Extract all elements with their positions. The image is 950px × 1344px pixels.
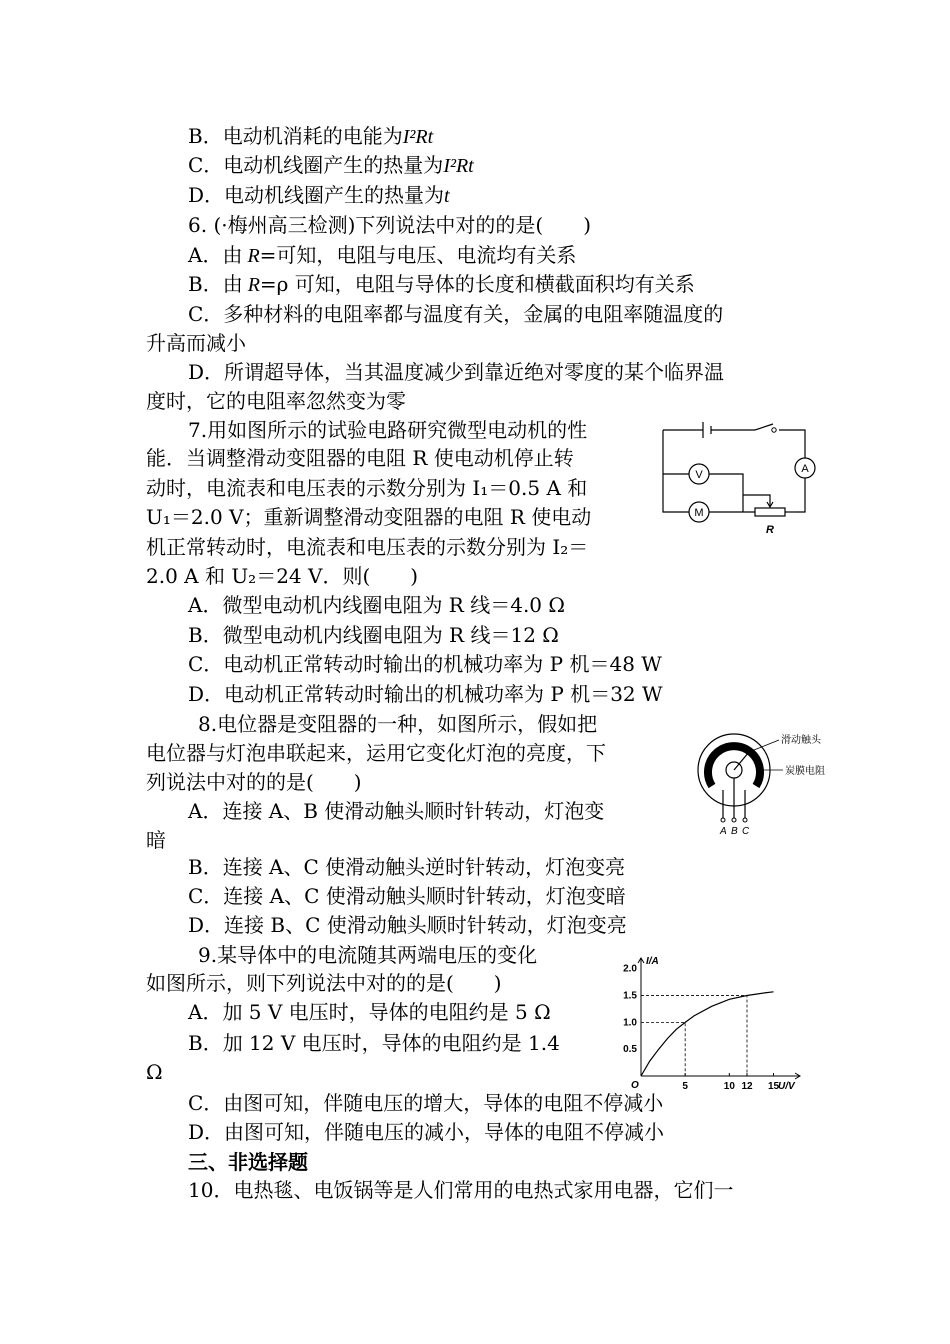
- voltmeter-label: V: [695, 469, 703, 481]
- q8-option-a-line2: 暗: [146, 828, 166, 852]
- q6-option-b: B．由 R=ρ 可知，电阻与导体的长度和横截面积均有关系: [188, 272, 695, 296]
- q8-option-d: D．连接 B、C 使滑动触头顺时针转动，灯泡变亮: [188, 913, 627, 937]
- terminal-b-label: B: [731, 826, 738, 837]
- y-tick-label: 2.0: [623, 963, 637, 975]
- q6-option-a: A．由 R=可知，电阻与电压、电流均有关系: [188, 243, 577, 267]
- q7-stem-line2: 能．当调整滑动变阻器的电阻 R 使电动机停止转: [146, 446, 574, 470]
- x-tick-label: 15: [767, 1081, 780, 1092]
- q6-option-d-line2: 度时，它的电阻率忽然变为零: [146, 389, 406, 413]
- q7-option-c: C．电动机正常转动时输出的机械功率为 P 机＝48 W: [188, 652, 662, 676]
- q9-option-d: D．由图可知，伴随电压的减小，导体的电阻不停减小: [188, 1120, 665, 1144]
- q8-stem-line2: 电位器与灯泡串联起来，运用它变化灯泡的亮度，下: [146, 741, 606, 765]
- ammeter-label: A: [801, 463, 809, 475]
- terminal-c-label: C: [742, 826, 750, 837]
- q9-stem-line2: 如图所示，则下列说法中对的的是( ): [146, 971, 502, 995]
- y-tick-label: 0.5: [623, 1044, 637, 1056]
- q10-stem-line1: 10．电热毯、电饭锅等是人们常用的电热式家用电器，它们一: [188, 1178, 734, 1202]
- x-tick-label: 5: [682, 1081, 688, 1092]
- origin-label: O: [631, 1080, 639, 1091]
- q6-option-c-line1: C．多种材料的电阻率都与温度有关，金属的电阻率随温度的: [188, 302, 724, 326]
- q9-stem-line1: 9.某导体中的电流随其两端电压的变化: [198, 943, 538, 967]
- q6-option-d-line1: D．所谓超导体，当其温度减少到靠近绝对零度的某个临界温: [188, 360, 725, 384]
- q7-circuit-diagram: [655, 420, 820, 545]
- q9-option-b-line1: B．加 12 V 电压时，导体的电阻约是 1.4: [188, 1031, 560, 1055]
- guide-line: [641, 996, 747, 1076]
- q8-option-a-line1: A．连接 A、B 使滑动触头顺时针转动，灯泡变: [188, 799, 605, 823]
- q9-option-b-line2: Ω: [146, 1060, 163, 1084]
- q9-option-a: A．加 5 V 电压时，导体的电阻约是 5 Ω: [188, 1000, 551, 1024]
- q7-option-a: A．微型电动机内线圈电阻为 R 线＝4.0 Ω: [188, 593, 565, 617]
- q7-stem-line6: 2.0 A 和 U₂＝24 V．则( ): [146, 564, 419, 588]
- x-tick-label: 10: [723, 1081, 735, 1092]
- guide-line: [641, 1022, 685, 1076]
- q6-stem: 6. (·梅州高三检测)下列说法中对的的是( ): [188, 213, 592, 237]
- film-resistor-label: 炭膜电阻: [785, 766, 825, 777]
- q9-option-c: C．由图可知，伴随电压的增大，导体的电阻不停减小: [188, 1091, 664, 1115]
- slider-label: 滑动触头: [781, 735, 821, 746]
- q8-option-c: C．连接 A、C 使滑动触头顺时针转动，灯泡变暗: [188, 884, 626, 908]
- q7-stem-line3: 动时，电流表和电压表的示数分别为 I₁＝0.5 A 和: [146, 476, 588, 500]
- x-tick-label: 12: [741, 1081, 753, 1092]
- q8-potentiometer-diagram: [697, 730, 837, 840]
- q7-option-b: B．微型电动机内线圈电阻为 R 线＝12 Ω: [188, 623, 559, 647]
- q5-option-c: C．电动机线圈产生的热量为I²Rt: [188, 153, 474, 177]
- q5-option-d: D．电动机线圈产生的热量为t: [188, 183, 450, 207]
- q6-option-c-line2: 升高而减小: [146, 331, 246, 355]
- q9-iu-chart: [615, 950, 810, 1090]
- q7-option-d: D．电动机正常转动时输出的机械功率为 P 机＝32 W: [188, 682, 663, 706]
- q8-stem-line1: 8.电位器是变阻器的一种，如图所示，假如把: [198, 712, 598, 736]
- q8-stem-line3: 列说法中对的的是( ): [146, 770, 362, 794]
- q7-stem-line5: 机正常转动时，电流表和电压表的示数分别为 I₂＝: [146, 535, 589, 559]
- terminal-a-label: A: [720, 826, 727, 837]
- q7-stem-line1: 7.用如图所示的试验电路研究微型电动机的性: [188, 418, 588, 442]
- q5-option-b: B．电动机消耗的电能为I²Rt: [188, 124, 434, 148]
- q8-option-b: B．连接 A、C 使滑动触头逆时针转动，灯泡变亮: [188, 855, 626, 879]
- motor-label: M: [694, 507, 704, 519]
- x-axis-label: U/V: [778, 1081, 795, 1092]
- y-tick-label: 1.0: [623, 1017, 637, 1029]
- iu-curve: [641, 992, 774, 1076]
- q7-stem-line4: U₁＝2.0 V；重新调整滑动变阻器的电阻 R 使电动: [146, 505, 592, 529]
- rheostat-label: R: [766, 524, 774, 536]
- y-axis-label: I/A: [646, 956, 659, 967]
- section-3-title: 三、非选择题: [188, 1150, 308, 1174]
- y-tick-label: 1.5: [623, 990, 637, 1002]
